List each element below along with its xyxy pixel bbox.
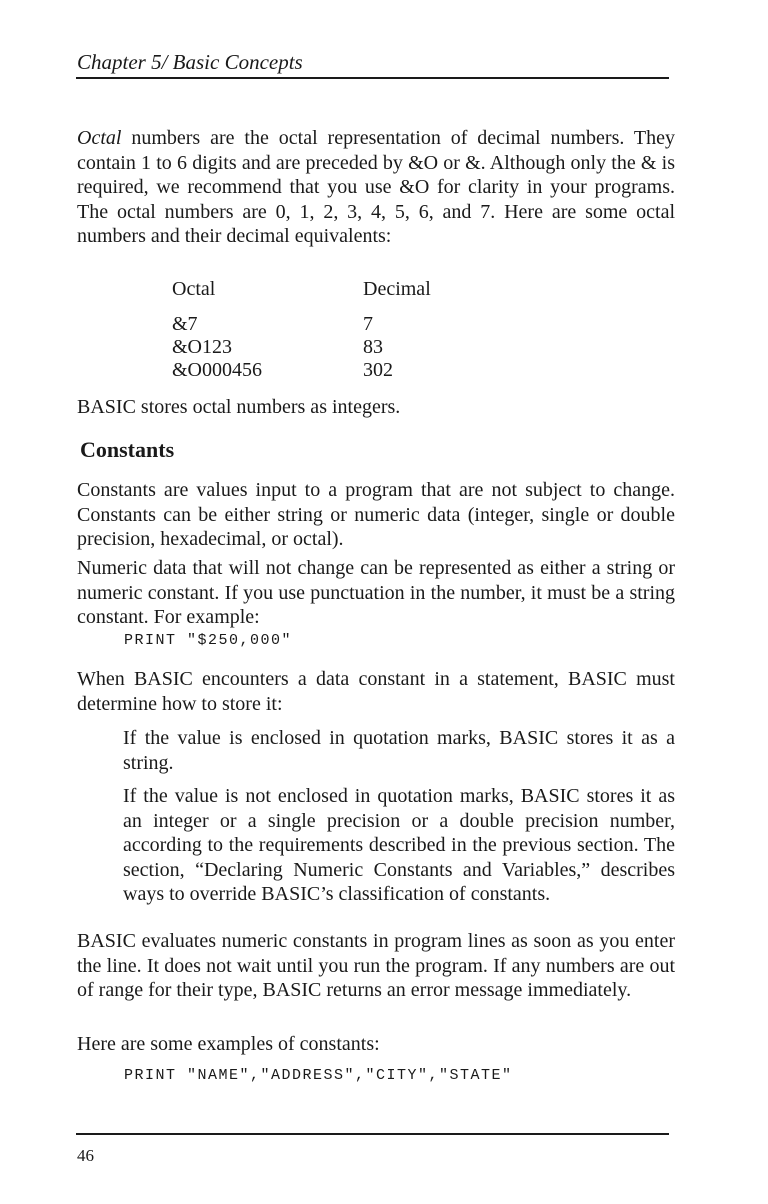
code-example-print-amount: PRINT "$250,000" — [124, 632, 293, 649]
octal-intro-paragraph — [77, 126, 675, 249]
header-rule — [76, 77, 669, 79]
table-cell-decimal: 302 — [363, 359, 393, 381]
table-cell-octal: &O000456 — [172, 359, 262, 381]
table-cell-decimal: 83 — [363, 336, 383, 358]
examples-intro-paragraph: Here are some examples of constants: — [77, 1033, 380, 1055]
octal-stores-paragraph: BASIC stores octal numbers as integers. — [77, 396, 401, 418]
table-header-octal: Octal — [172, 278, 216, 300]
rule-not-enclosed-paragraph: If the value is not enclosed in quotation marks, BASIC stores it as an integer or a single precision or a double precision number, according to the requirements described in the previous section. The section, “Declaring Numeric Constants and Variables,” describes ways to override BASIC’s classification of constants. — [123, 785, 675, 905]
section-heading-constants: Constants — [80, 437, 175, 462]
chapter-header: Chapter 5/ Basic Concepts — [77, 50, 303, 74]
code-example-print-fields: PRINT "NAME","ADDRESS","CITY","STATE" — [124, 1067, 513, 1084]
data-constant-paragraph: When BASIC encounters a data constant in a statement, BASIC must determine how to store it: — [77, 668, 675, 715]
table-cell-decimal: 7 — [363, 313, 373, 335]
evaluation-paragraph: BASIC evaluates numeric constants in program lines as soon as you enter the line. It does not wait until you run the program. If any numbers are out of range for their type, BASIC returns an error message immediately. — [77, 930, 675, 1001]
table-cell-octal: &O123 — [172, 336, 232, 358]
footer-rule — [76, 1133, 669, 1135]
octal-intro-text: numbers are the octal representation of decimal numbers. They contain 1 to 6 digits and are preceded by &O or &. Although only the & is required, we recommend that you use &O for clarity in your programs. The octal numbers are 0, 1, 2, 3, 4, 5, 6, and 7. Here are some octal numbers and their decimal equivalents: — [77, 127, 675, 247]
table-cell-octal: &7 — [172, 313, 198, 335]
table-header-decimal: Decimal — [363, 278, 431, 300]
constants-definition-paragraph: Constants are values input to a program that are not subject to change. Constants can be either string or numeric data (integer, single or double precision, hexadecimal, or octal). — [77, 479, 675, 550]
rule-enclosed-paragraph: If the value is enclosed in quotation marks, BASIC stores it as a string. — [123, 727, 675, 774]
numeric-data-paragraph: Numeric data that will not change can be represented as either a string or numeric constant. If you use punctuation in the number, it must be a string constant. For example: — [77, 557, 675, 628]
octal-term: Octal — [77, 127, 122, 149]
page-number: 46 — [77, 1146, 94, 1165]
